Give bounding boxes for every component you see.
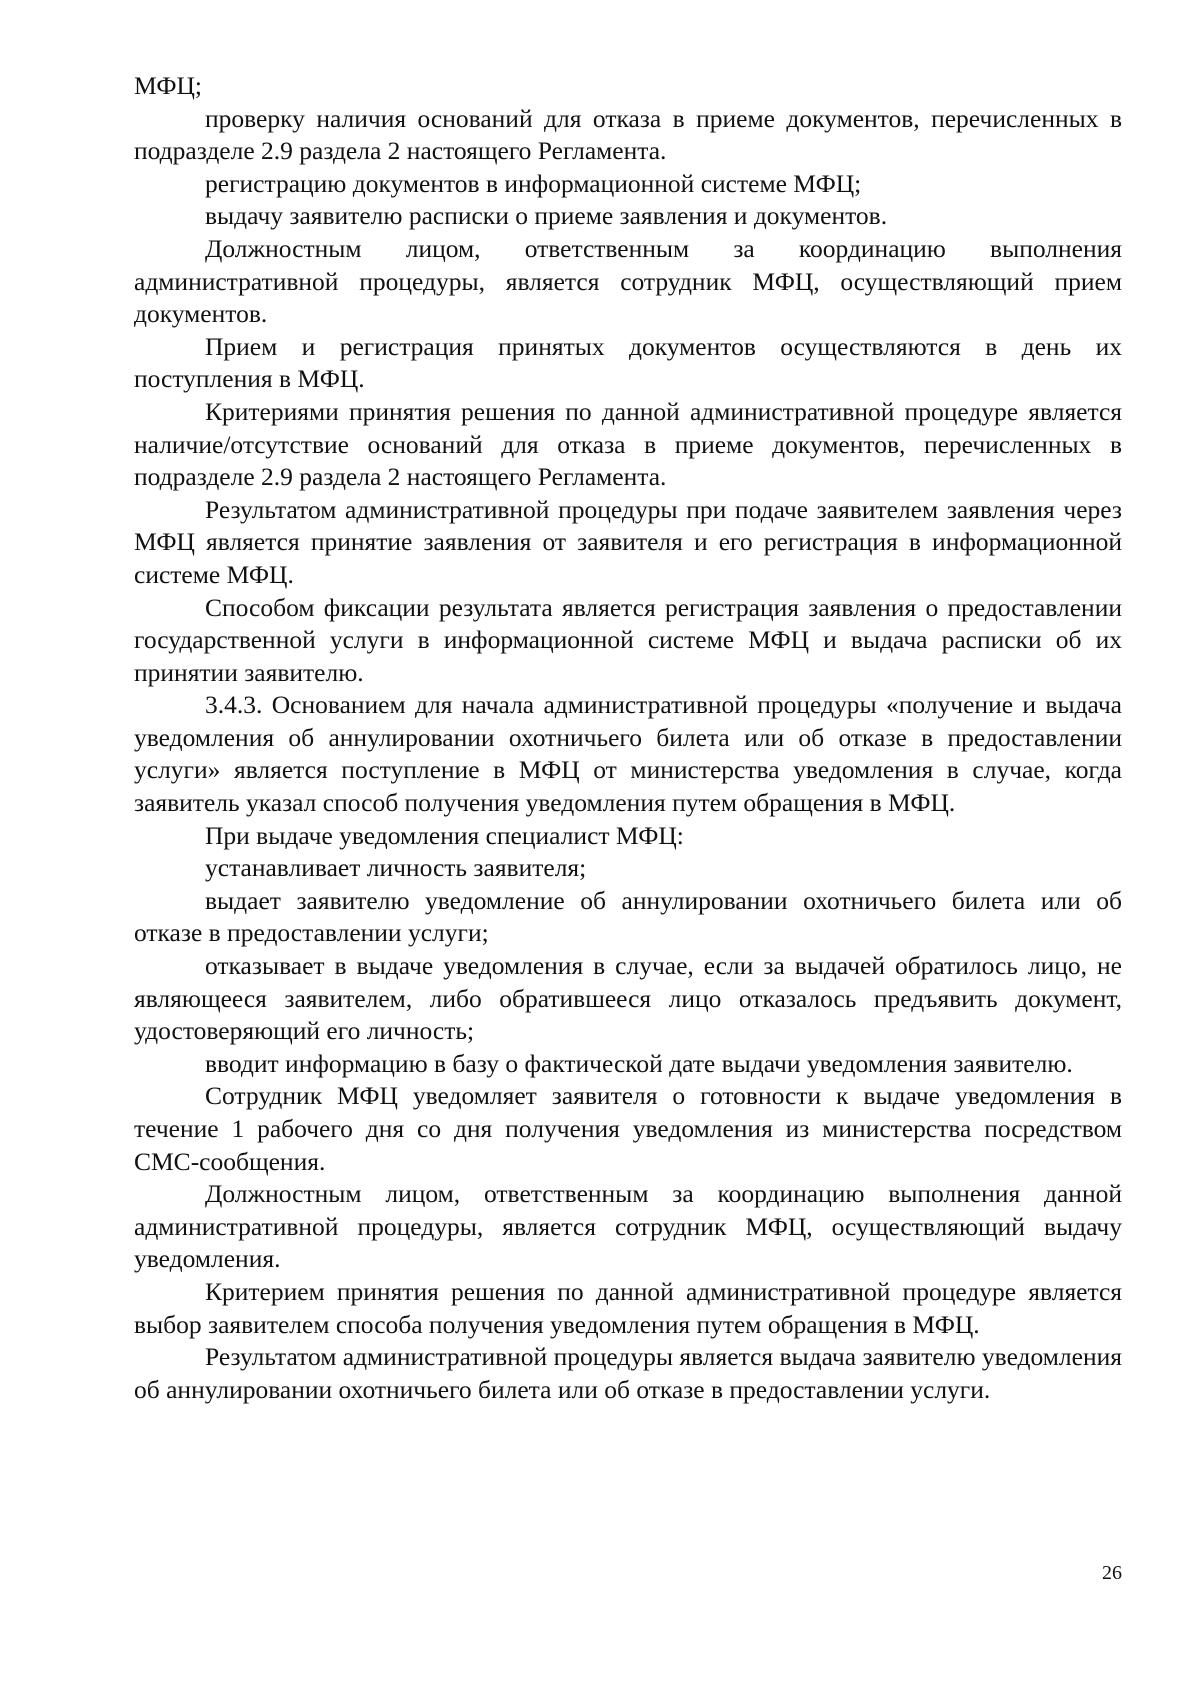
paragraph-registration: регистрацию документов в информационной системе МФЦ; [205,168,862,198]
paragraph-responsible-official: Должностным лицом, ответственным за координацию выполнения административной процедуры, является сотрудник МФЦ, осуществляющий прием документов. [134,233,1122,329]
paragraph-section-3-4-3: 3.4.3. Основанием для начала административной процедуры «получение и выдача уведомления об аннулировании охотничьего билета или об отказе в предоставлении услуги» является поступление в МФЦ от министерства уведомления в случае, когда заявитель указал способ получения уведомления путем обращения в МФЦ. [134,690,1122,818]
paragraph-grounds-check: проверку наличия оснований для отказа в приеме документов, перечисленных в подразделе 2.9 раздела 2 настоящего Регламента. [134,103,1122,166]
paragraph-issue-result: Результатом административной процедуры является выдача заявителю уведомления об аннулировании охотничьего билета или об отказе в предоставлении услуги. [134,1342,1122,1404]
paragraph-issue-responsible-official: Должностным лицом, ответственным за координацию выполнения данной административной процедуры, является сотрудник МФЦ, осуществляющий выдачу уведомления. [134,1179,1122,1274]
page-number: 26 [1102,1562,1122,1584]
paragraph-sms-notification: Сотрудник МФЦ уведомляет заявителя о готовности к выдаче уведомления в течение 1 рабочего дня со дня получения уведомления из министерства посредством СМС-сообщения. [134,1081,1122,1176]
paragraph-same-day-registration: Прием и регистрация принятых документов осуществляются в день их поступления в МФЦ. [134,331,1122,394]
paragraph-specialist-actions: При выдаче уведомления специалист МФЦ: [205,820,684,850]
paragraph-notice-issue: выдает заявителю уведомление об аннулировании охотничьего билета или об отказе в предоставлении услуги; [134,885,1122,948]
paragraph-issue-decision-criterion: Критерием принятия решения по данной административной процедуре является выбор заявителем способа получения уведомления путем обращения в МФЦ. [134,1276,1122,1339]
paragraph-procedure-result: Результатом административной процедуры при подаче заявителем заявления через МФЦ является принятие заявления от заявителя и его регистрация в информационной системе МФЦ. [134,494,1122,589]
paragraph-decision-criteria: Критериями принятия решения по данной административной процедуре является наличие/отсутствие оснований для отказа в приеме документов, перечисленных в подразделе 2.9 раздела 2 настоящего Регламента. [134,396,1122,492]
paragraph-mfc-continuation: МФЦ; [134,71,202,100]
paragraph-identity-check: устанавливает личность заявителя; [205,853,587,883]
paragraph-fixation-method: Способом фиксации результата является регистрация заявления о предоставлении государственной услуги в информационной системе МФЦ и выдача расписки об их принятии заявителю. [134,592,1122,687]
paragraph-database-entry: вводит информацию в базу о фактической дате выдачи уведомления заявителю. [205,1048,1073,1078]
paragraph-issue-refusal: отказывает в выдаче уведомления в случае, если за выдачей обратилось лицо, не являющееся заявителем, либо обратившееся лицо отказалось предъявить документ, удостоверяющий его личность; [134,951,1122,1046]
document-page [134,70,1122,1406]
paragraph-receipt-issue: выдачу заявителю расписки о приеме заявления и документов. [205,201,888,231]
